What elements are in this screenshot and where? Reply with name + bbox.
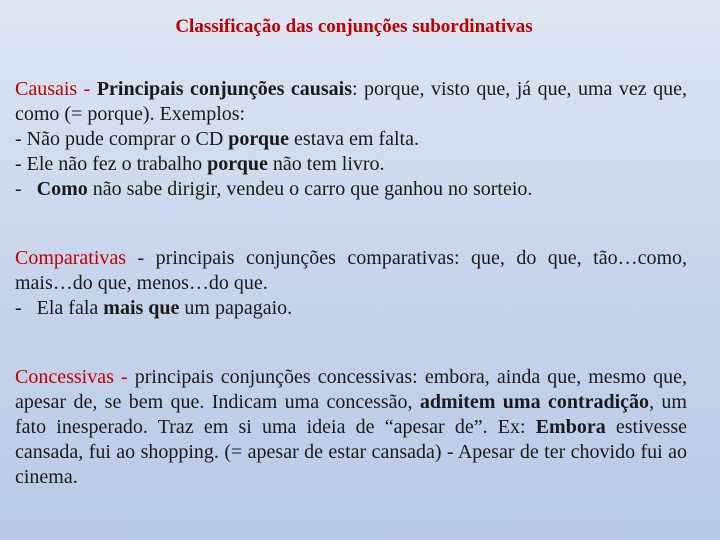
body-text: , um fato inesperado. Traz em si uma ideia de “apesar de”. Ex: (15, 391, 687, 438)
example-keyword: porque (228, 128, 290, 150)
example-line (15, 177, 687, 202)
term-concessivas: Concessivas - (15, 366, 128, 388)
section-concessivas (15, 365, 687, 490)
example-line (15, 152, 687, 177)
term-causais: Causais (15, 78, 78, 100)
example-text: estava em falta. (289, 128, 419, 150)
example-text: - Ela fala (15, 297, 104, 319)
example-text: não tem livro. (267, 153, 385, 175)
intro-paragraph (15, 247, 687, 294)
term-comparativas: Comparativas (15, 247, 127, 269)
intro-paragraph (15, 78, 687, 125)
example-text: um papagaio. (179, 297, 293, 319)
example-keyword: Como (36, 178, 88, 200)
separator: - (77, 78, 97, 100)
example-text: - (15, 178, 37, 200)
keyword-embora: Embora (535, 416, 606, 438)
slide-title: Classificação das conjunções subordinativas (175, 16, 533, 37)
example-keyword: porque (207, 153, 268, 175)
conjunction-list: : porque, visto que, já que, uma vez que, como (= porque). Exemplos: (15, 78, 687, 125)
example-keyword: mais que (103, 297, 180, 319)
section-comparativas (15, 246, 687, 321)
section-causais (15, 77, 687, 202)
conjunction-list: - principais conjunções comparativas: que, do que, tão…como, mais…do que, menos…do que. (15, 247, 687, 294)
body-text: estivesse cansada, fui ao shopping. (= apesar de estar cansada) - Apesar de ter chovido fui ao cinema. (15, 416, 687, 488)
example-line (15, 127, 687, 152)
example-line (15, 296, 687, 321)
lead-text: Principais conjunções causais (96, 78, 352, 100)
keyword-admitem: admitem uma contradição (419, 391, 650, 413)
conjunction-list: principais conjunções concessivas: embora, ainda que, mesmo que, apesar de, se bem que. Indicam uma concessão, (15, 366, 687, 413)
example-text: - Ele não fez o trabalho (15, 153, 208, 175)
example-text: não sabe dirigir, vendeu o carro que ganhou no sorteio. (87, 178, 533, 200)
example-text: - Não pude comprar o CD (15, 128, 229, 150)
